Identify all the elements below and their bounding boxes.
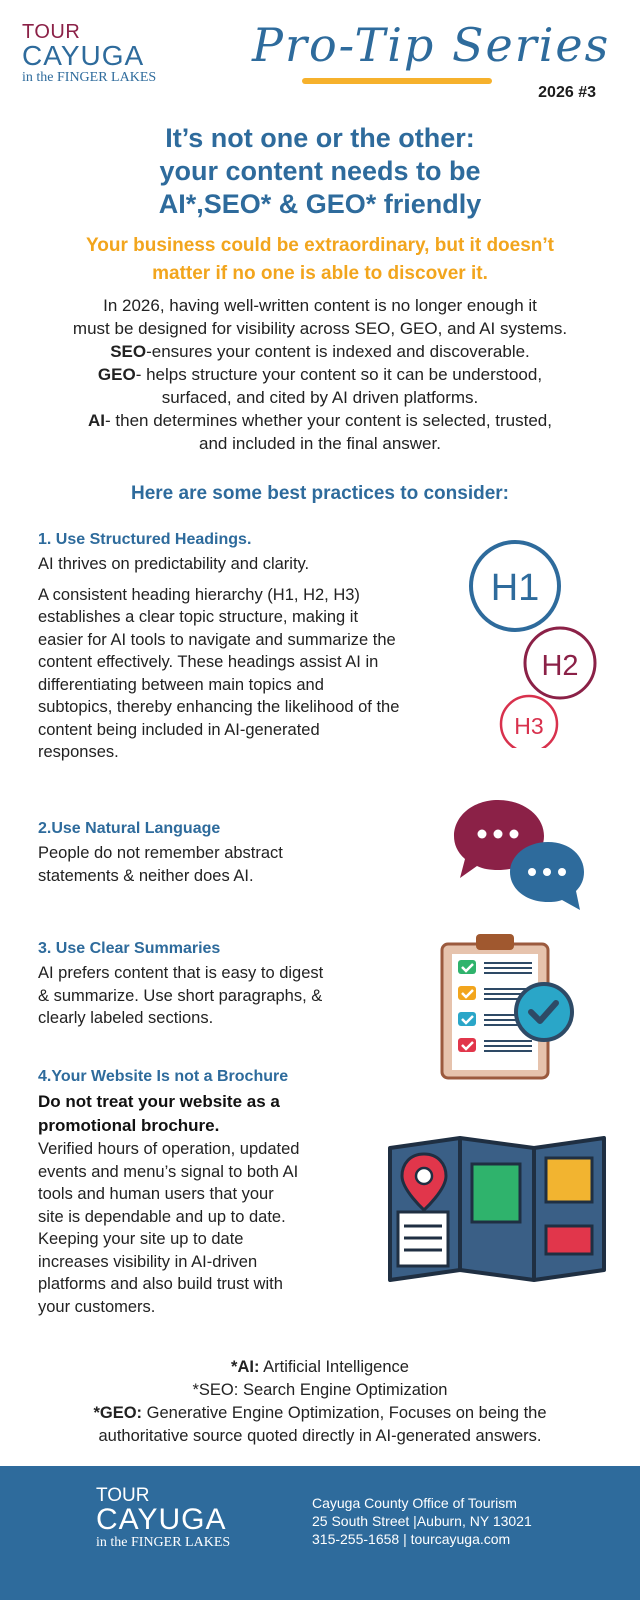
speech-bubbles-icon [452,796,592,918]
section-4-body [38,1138,383,1318]
section-1-line: easier for AI tools to navigate and summarize the [38,630,396,649]
definition-seo-text: : Search Engine Optimization [233,1381,448,1399]
footer-logo-finger-lakes: in the FINGER LAKES [96,1535,231,1550]
intro-line-1: In 2026, having well-written content is no longer enough it [103,296,537,315]
definition-geo-line-2: authoritative source quoted directly in AI-generated answers. [98,1427,542,1445]
section-4-line: Keeping your site up to date [38,1230,244,1248]
section-1-line: subtopics, thereby enhancing the likelihood of the [38,698,400,716]
footer-logo-tour: TOUR [96,1485,150,1506]
headline-line-1: It’s not one or the other: [165,123,475,153]
section-website-not-brochure [38,1068,383,1318]
badge-h2-label: H2 [541,650,579,682]
folded-map-icon [384,1134,610,1284]
footer-bar [0,1466,640,1600]
section-1-lead: AI thrives on predictability and clarity. [38,555,310,573]
section-clear-summaries [38,940,408,1030]
intro-seo-text: -ensures your content is indexed and discoverable. [146,342,530,361]
section-1-line: content effectively. These headings assist AI in [38,653,379,671]
series-title: Pro-Tip Series [252,18,611,72]
definition-ai-text: Artificial Intelligence [259,1358,409,1376]
subhead-line-1: Your business could be extraordinary, but it doesn’t [85,235,555,256]
section-1-title: 1. Use Structured Headings. [38,531,252,548]
section-natural-language [38,820,368,887]
section-4-bold-line: Do not treat your website as a [38,1092,280,1111]
section-1-line: responses. [38,743,119,761]
definition-seo-term: *SEO [192,1381,234,1399]
intro-geo-line [24,363,616,386]
intro-geo-text-1: - helps structure your content so it can be understood, [135,365,543,384]
footer-contact-address: 25 South Street |Auburn, NY 13021 [312,1513,532,1529]
section-4-line: events and menu’s signal to both AI [38,1162,299,1181]
definition-seo [30,1379,610,1402]
intro-seo-line [24,340,616,363]
section-4-line: site is dependable and up to date. [38,1207,286,1226]
section-4-line: Verified hours of operation, updated [38,1140,300,1158]
footer-logo-cayuga: CAYUGA [96,1503,227,1536]
subheadline [40,232,600,288]
heading-hierarchy-icon [462,538,612,748]
headline-line-3: AI*,SEO* & GEO* friendly [158,189,482,219]
section-4-line: increases visibility in AI-driven [38,1252,258,1271]
footer-contact-org: Cayuga County Office of Tourism [312,1495,517,1511]
section-4-line: platforms and also build trust with [38,1275,283,1293]
definition-geo-text-1: Generative Engine Optimization, Focuses on being the [142,1404,547,1422]
section-4-emphasis [38,1090,383,1138]
intro-ai-line [24,409,616,432]
definition-geo-term: *GEO: [93,1404,143,1422]
section-4-line: tools and human users that your [38,1185,274,1203]
series-underline [302,78,492,84]
logo-tour: TOUR [22,21,81,43]
intro-ai-line-2: and included in the final answer. [199,434,441,453]
section-4-bold-line: promotional brochure. [38,1116,220,1135]
section-3-line: AI prefers content that is easy to digest [38,964,324,982]
headline-line-2: your content needs to be [159,156,481,186]
intro-paragraph [24,294,616,455]
section-2-body [38,842,368,887]
section-3-body [38,962,408,1030]
section-structured-headings [38,531,488,764]
section-4-line: your customers. [38,1297,156,1316]
logo-cayuga: CAYUGA [22,40,145,71]
section-1-line: content being included in AI-generated [38,720,320,739]
definition-geo [30,1402,610,1425]
definition-ai [30,1356,610,1379]
definition-ai-term: *AI: [231,1358,260,1376]
series-number: 2026 #3 [538,84,596,101]
main-headline [60,122,580,221]
intro-geo-line-2: surfaced, and cited by AI driven platforms. [161,388,479,407]
checklist-clipboard-icon [438,930,578,1080]
tour-cayuga-logo [22,22,182,86]
footer-logo [96,1486,230,1551]
section-2-title: 2.Use Natural Language [38,820,221,837]
section-1-body [38,584,488,764]
logo-finger-lakes: in the FINGER LAKES [22,70,157,85]
section-4-title: 4.Your Website Is not a Brochure [38,1068,289,1085]
section-3-title: 3. Use Clear Summaries [38,940,221,957]
definitions-block [30,1356,610,1448]
pro-tip-series-header [252,18,622,108]
intro-seo-term: SEO [110,342,147,361]
best-practices-heading: Here are some best practices to consider: [130,483,510,504]
section-1-line: A consistent heading hierarchy (H1, H2, H3) [38,585,360,604]
footer-contact-phone-web[interactable]: 315-255-1658 | tourcayuga.com [312,1531,511,1547]
section-3-line: clearly labeled sections. [38,1009,214,1027]
intro-ai-text-1: - then determines whether your content is selected, trusted, [105,411,552,430]
footer-contact [312,1494,532,1548]
section-1-line: establishes a clear topic structure, making it [38,608,359,626]
badge-h1-label: H1 [490,567,540,609]
section-2-line: statements & neither does AI. [38,866,254,885]
section-1-line: differentiating between main topics and [38,675,324,694]
badge-h3-label: H3 [514,713,544,739]
section-3-line: & summarize. Use short paragraphs, & [38,986,323,1005]
section-2-line: People do not remember abstract [38,844,283,862]
intro-ai-term: AI [88,411,106,430]
intro-line-2: must be designed for visibility across SEO, GEO, and AI systems. [72,319,568,338]
subhead-line-2: matter if no one is able to discover it. [152,263,488,284]
intro-geo-term: GEO [97,365,136,384]
